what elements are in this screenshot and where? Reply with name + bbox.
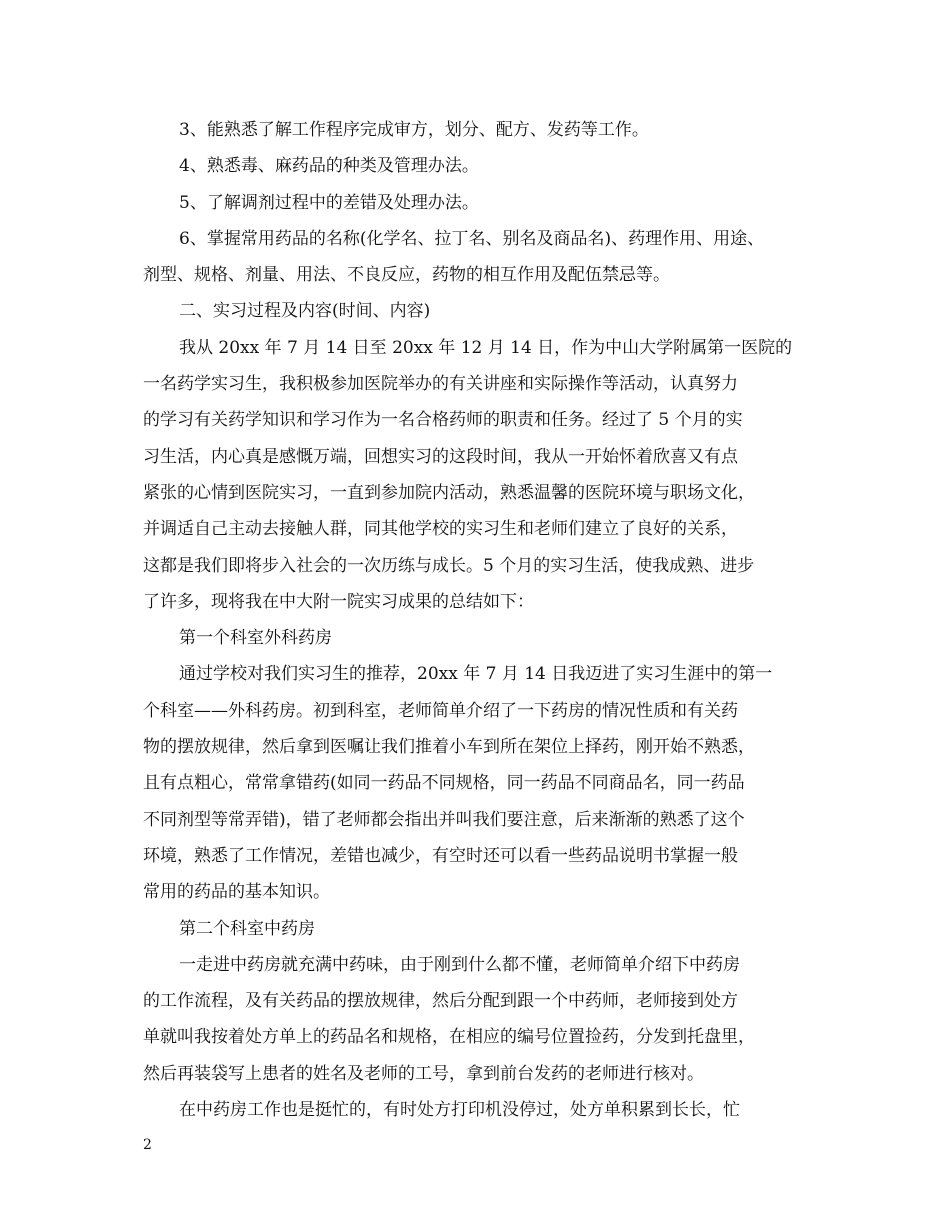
paragraph-line: 物的摆放规律，然后拿到医嘱让我们推着小车到所在架位上择药，刚开始不熟悉， bbox=[143, 737, 755, 758]
paragraph-line: 环境，熟悉了工作情况，差错也减少，有空时还可以看一些药品说明书掌握一般 bbox=[143, 845, 738, 866]
paragraph-line: 一走进中药房就充满中药味，由于刚到什么都不懂，老师简单介绍下中药房 bbox=[179, 954, 740, 975]
list-item-6: 6、掌握常用药品的名称(化学名、拉丁名、别名及商品名)、药理作用、用途、 bbox=[179, 228, 765, 249]
paragraph-line: 的学习有关药学知识和学习作为一名合格药师的职责和任务。经过了 5 个月的实 bbox=[143, 410, 743, 431]
paragraph-line: 了许多，现将我在中大附一院实习成果的总结如下： bbox=[143, 591, 534, 612]
paragraph-line: 然后再装袋写上患者的姓名及老师的工号，拿到前台发药的老师进行核对。 bbox=[143, 1063, 704, 1084]
paragraph-line: 且有点粗心，常常拿错药(如同一药品不同规格，同一药品不同商品名，同一药品 bbox=[143, 773, 745, 794]
paragraph-line: 一名药学实习生，我积极参加医院举办的有关讲座和实际操作等活动，认真努力 bbox=[143, 374, 738, 395]
subsection-heading-surgery-pharmacy: 第一个科室外科药房 bbox=[179, 628, 332, 649]
list-item-6-continued: 剂型、规格、剂量、用法、不良反应，药物的相互作用及配伍禁忌等。 bbox=[143, 265, 670, 286]
section-heading-2: 二、实习过程及内容(时间、内容) bbox=[179, 301, 431, 322]
paragraph-line: 习生活，内心真是感慨万端，回想实习的这段时间，我从一开始怀着欣喜又有点 bbox=[143, 446, 738, 467]
page-number: 2 bbox=[143, 1137, 152, 1153]
paragraph-line: 不同剂型等常弄错)，错了老师都会指出并叫我们要注意，后来渐渐的熟悉了这个 bbox=[143, 809, 745, 830]
paragraph-line: 个科室——外科药房。初到科室，老师简单介绍了一下药房的情况性质和有关药 bbox=[143, 700, 738, 721]
paragraph-line: 这都是我们即将步入社会的一次历练与成长。5 个月的实习生活，使我成熟、进步 bbox=[143, 555, 755, 576]
paragraph-line: 并调适自己主动去接触人群，同其他学校的实习生和老师们建立了良好的关系， bbox=[143, 519, 738, 540]
paragraph-line: 我从 20xx 年 7 月 14 日至 20xx 年 12 月 14 日，作为中山大学附属第一医院的 bbox=[179, 337, 793, 358]
subsection-heading-tcm-pharmacy: 第二个科室中药房 bbox=[179, 918, 315, 939]
list-item-5: 5、了解调剂过程中的差错及处理办法。 bbox=[179, 192, 479, 213]
paragraph-line: 在中药房工作也是挺忙的，有时处方打印机没停过，处方单积累到长长，忙 bbox=[179, 1100, 740, 1121]
paragraph-line: 的工作流程，及有关药品的摆放规律，然后分配到跟一个中药师，老师接到处方 bbox=[143, 991, 738, 1012]
paragraph-line: 常用的药品的基本知识。 bbox=[143, 882, 330, 903]
body-text bbox=[143, 112, 823, 1128]
list-item-3: 3、能熟悉了解工作程序完成审方，划分、配方、发药等工作。 bbox=[179, 120, 649, 140]
paragraph-line: 通过学校对我们实习生的推荐，20xx 年 7 月 14 日我迈进了实习生涯中的第一 bbox=[179, 664, 773, 685]
paragraph-line: 紧张的心情到医院实习，一直到参加院内活动，熟悉温馨的医院环境与职场文化， bbox=[143, 482, 755, 503]
list-item-4: 4、熟悉毒、麻药品的种类及管理办法。 bbox=[179, 156, 479, 177]
paragraph-line: 单就叫我按着处方单上的药品名和规格，在相应的编号位置捡药，分发到托盘里， bbox=[143, 1027, 755, 1048]
